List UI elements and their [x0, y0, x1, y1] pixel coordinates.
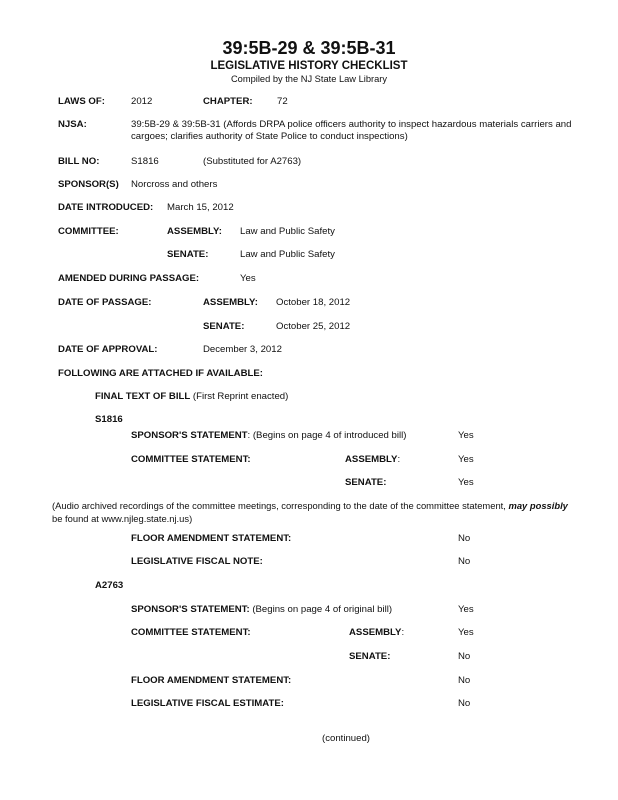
a2763-sponsor-label: SPONSOR'S STATEMENT: [131, 604, 250, 615]
audio-note-line-1 [52, 500, 568, 512]
a2763-fiscal-label: LEGISLATIVE FISCAL ESTIMATE: [131, 698, 284, 709]
compiled-by: Compiled by the NJ State Law Library [230, 74, 388, 84]
njsa-line-2: cargoes; clarifies authority of State Police to conduct inspections) [131, 131, 408, 142]
committee-assembly-value: Law and Public Safety [240, 226, 335, 237]
bill-no-value: S1816 [131, 156, 159, 167]
sponsors-label: SPONSOR(S) [58, 179, 119, 190]
s1816-fiscal-label: LEGISLATIVE FISCAL NOTE: [131, 556, 263, 567]
attached-heading: FOLLOWING ARE ATTACHED IF AVAILABLE: [58, 368, 263, 379]
continued-note: (continued) [322, 733, 370, 744]
committee-senate-value: Law and Public Safety [240, 249, 335, 260]
amended-value: Yes [240, 273, 256, 284]
njsa-line-1: 39:5B-29 & 39:5B-31 (Affords DRPA police officers authority to inspect hazardous materials carriers and [131, 119, 572, 130]
a2763-sponsor-value: Yes [458, 604, 474, 615]
a2763-senate-value: No [458, 651, 471, 662]
chapter-value: 72 [277, 96, 288, 107]
s1816-sponsor-note: : (Begins on page 4 of introduced bill) [247, 430, 407, 441]
final-text-row [95, 391, 288, 403]
a2763-assembly-value: Yes [458, 627, 474, 638]
date-introduced-value: March 15, 2012 [167, 202, 234, 213]
sponsors-value: Norcross and others [131, 179, 218, 190]
s1816-floor-value: No [458, 533, 471, 544]
a2763-fiscal-value: No [458, 698, 471, 709]
audio-note-text: (Audio archived recordings of the committee meetings, corresponding to the date of the committee statement, [52, 500, 509, 511]
a2763-floor-label: FLOOR AMENDMENT STATEMENT: [131, 675, 292, 686]
final-text-note: (First Reprint enacted) [192, 391, 289, 402]
s1816-assembly-colon: : [397, 454, 401, 465]
date-of-passage-label: DATE OF PASSAGE: [58, 297, 152, 308]
passage-senate-label: SENATE: [203, 321, 245, 332]
committee-assembly-label: ASSEMBLY: [167, 226, 222, 237]
audio-note-line-2: be found at www.njleg.state.nj.us) [52, 513, 193, 524]
s1816-fiscal-value: No [458, 556, 471, 567]
amended-label: AMENDED DURING PASSAGE: [58, 273, 200, 284]
page-subtitle: LEGISLATIVE HISTORY CHECKLIST [210, 60, 408, 72]
date-introduced-label: DATE INTRODUCED: [58, 202, 154, 213]
passage-senate-value: October 25, 2012 [276, 321, 351, 332]
s1816-sponsor-row [131, 430, 406, 442]
committee-label: COMMITTEE: [58, 226, 119, 237]
s1816-committee-label: COMMITTEE STATEMENT: [131, 454, 251, 465]
a2763-assembly-label: ASSEMBLY [349, 627, 402, 638]
chapter-label: CHAPTER: [203, 96, 253, 107]
laws-of-value: 2012 [131, 96, 153, 107]
audio-note-emphasis: may possibly [508, 500, 568, 511]
laws-of-label: LAWS OF: [58, 96, 105, 107]
s1816-assembly-value: Yes [458, 454, 474, 465]
s1816-floor-label: FLOOR AMENDMENT STATEMENT: [131, 533, 292, 544]
a2763-committee-label: COMMITTEE STATEMENT: [131, 627, 251, 638]
a2763-sponsor-row [131, 604, 392, 616]
s1816-sponsor-label: SPONSOR'S STATEMENT [131, 430, 248, 441]
passage-assembly-label: ASSEMBLY: [203, 297, 258, 308]
bill-no-label: BILL NO: [58, 156, 100, 167]
a2763-assembly-row [349, 627, 404, 639]
s1816-assembly-label: ASSEMBLY [345, 454, 398, 465]
a2763-senate-label: SENATE: [349, 651, 391, 662]
date-of-approval-value: December 3, 2012 [203, 344, 282, 355]
s1816-assembly-row [345, 454, 400, 466]
s1816-senate-label: SENATE: [345, 477, 387, 488]
a2763-sponsor-note: (Begins on page 4 of original bill) [249, 604, 393, 615]
s1816-senate-value: Yes [458, 477, 474, 488]
a2763-heading: A2763 [95, 580, 124, 591]
final-text-label: FINAL TEXT OF BILL [95, 391, 191, 402]
page-title: 39:5B-29 & 39:5B-31 [222, 38, 396, 58]
passage-assembly-value: October 18, 2012 [276, 297, 351, 308]
s1816-heading: S1816 [95, 414, 123, 425]
a2763-assembly-colon: : [401, 627, 405, 638]
bill-no-note: (Substituted for A2763) [203, 156, 302, 167]
a2763-floor-value: No [458, 675, 471, 686]
njsa-label: NJSA: [58, 119, 87, 130]
date-of-approval-label: DATE OF APPROVAL: [58, 344, 158, 355]
s1816-sponsor-value: Yes [458, 430, 474, 441]
committee-senate-label: SENATE: [167, 249, 209, 260]
